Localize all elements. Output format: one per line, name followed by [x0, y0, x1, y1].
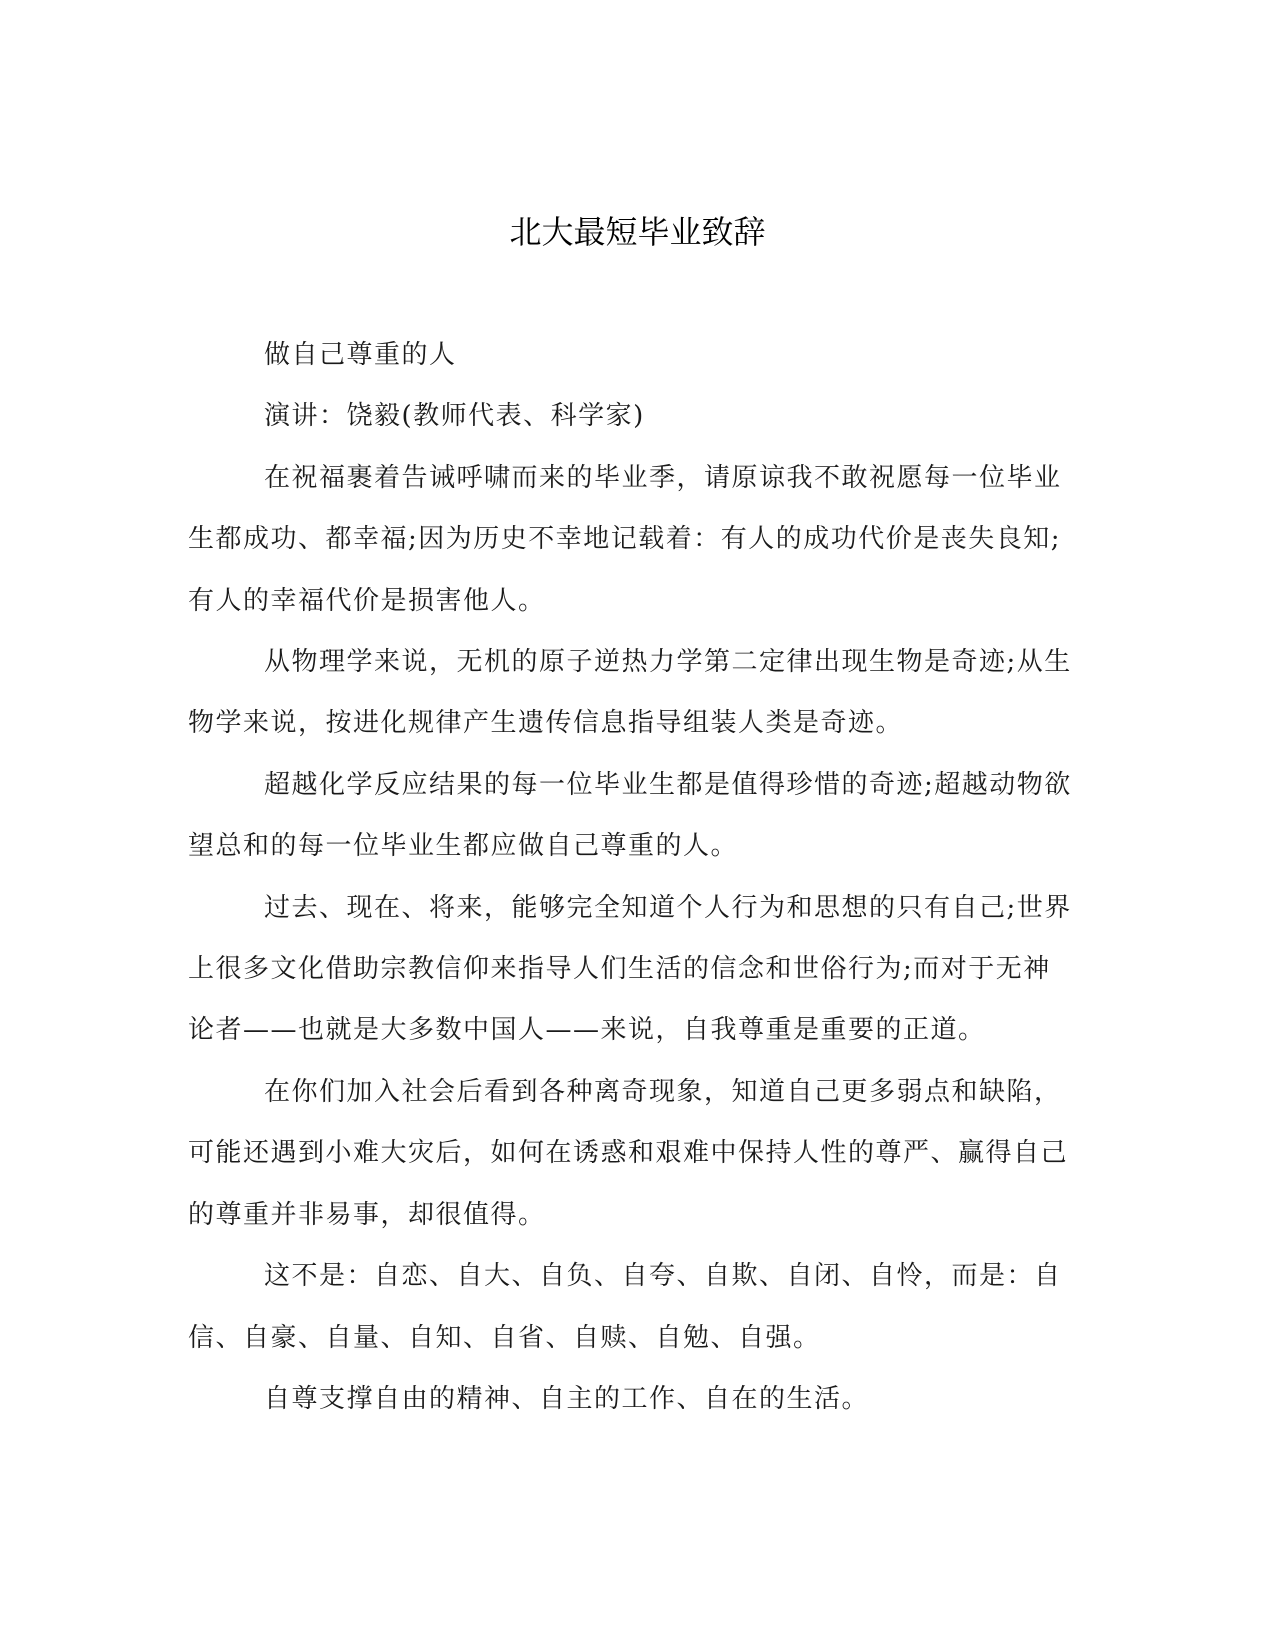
- paragraph-5: 在你们加入社会后看到各种离奇现象，知道自己更多弱点和缺陷，可能还遇到小难大灾后，如何在诱惑和艰难中保持人性的尊严、赢得自己的尊重并非易事，却很值得。: [188, 1076, 1069, 1230]
- paragraph-subtitle: 做自己尊重的人: [264, 340, 457, 370]
- document-body: [188, 325, 1078, 1430]
- paragraph-7: 自尊支撑自由的精神、自主的工作、自在的生活。: [264, 1383, 870, 1414]
- paragraph-1: 在祝福裹着告诫呼啸而来的毕业季，请原谅我不敢祝愿每一位毕业生都成功、都幸福;因为历史不幸地记载着：有人的成功代价是丧失良知;有人的幸福代价是损害他人。: [188, 462, 1062, 616]
- paragraph-speaker: 演讲：饶毅(教师代表、科学家): [264, 401, 645, 432]
- paragraph-3: 超越化学反应结果的每一位毕业生都是值得珍惜的奇迹;超越动物欲望总和的每一位毕业生都应做自己尊重的人。: [188, 769, 1072, 862]
- document-title: 北大最短毕业致辞: [509, 213, 766, 251]
- paragraph-4: 过去、现在、将来，能够完全知道个人行为和思想的只有自己;世界上很多文化借助宗教信仰来指导人们生活的信念和世俗行为;而对于无神论者——也就是大多数中国人——来说，自我尊重是重要的正道。: [188, 892, 1072, 1046]
- paragraph-2: 从物理学来说，无机的原子逆热力学第二定律出现生物是奇迹;从生物学来说，按进化规律产生遗传信息指导组装人类是奇迹。: [188, 647, 1072, 739]
- paragraph-6: 这不是：自恋、自大、自负、自夸、自欺、自闭、自怜，而是：自信、自豪、自量、自知、自省、自赎、自勉、自强。: [188, 1261, 1062, 1353]
